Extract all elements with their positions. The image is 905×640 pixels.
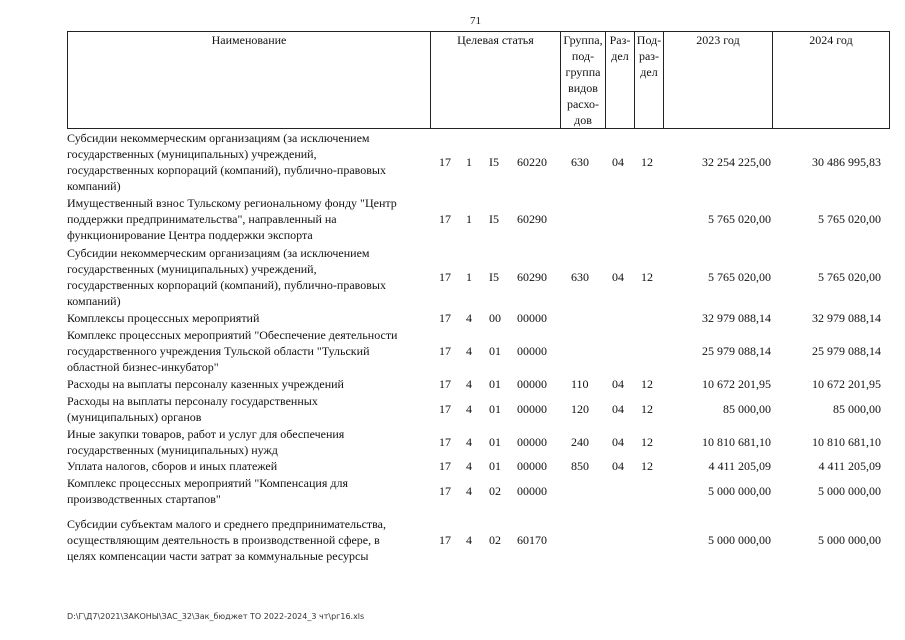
table-row bbox=[0, 327, 905, 375]
header-line: Раз- bbox=[609, 33, 631, 47]
code-program: 17 bbox=[439, 377, 451, 391]
expense-group: 630 bbox=[571, 155, 589, 169]
code-program: 17 bbox=[439, 155, 451, 169]
code-program: 17 bbox=[439, 344, 451, 358]
row-name-line: государственных (муниципальных) нужд bbox=[67, 443, 278, 457]
row-name bbox=[67, 376, 427, 392]
code-direction: 00000 bbox=[517, 484, 547, 498]
file-path-footer: D:\Г\Д7\2021\ЗАКОНЫ\ЗАС_32\Зак_бюджет ТО 2022-2024_3 чт\рг16.xls bbox=[67, 612, 365, 621]
section-code: 04 bbox=[612, 435, 624, 449]
header-group bbox=[561, 32, 605, 128]
row-name bbox=[67, 195, 427, 243]
code-element: 01 bbox=[489, 377, 501, 391]
amount-2024: 30 486 995,83 bbox=[812, 155, 881, 169]
code-direction: 60170 bbox=[517, 533, 547, 547]
amount-2024: 10 810 681,10 bbox=[812, 435, 881, 449]
amount-2024: 5 000 000,00 bbox=[818, 484, 881, 498]
row-name-line: областной бизнес-инкубатор" bbox=[67, 360, 219, 374]
header-line: расхо- bbox=[566, 97, 600, 111]
code-program: 17 bbox=[439, 435, 451, 449]
code-element: I5 bbox=[489, 270, 499, 284]
table-row bbox=[0, 393, 905, 425]
header-line: Группа, bbox=[563, 33, 603, 47]
code-element: 01 bbox=[489, 435, 501, 449]
amount-2024: 32 979 088,14 bbox=[812, 311, 881, 325]
row-name-line: государственных (муниципальных) учреждений, bbox=[67, 262, 317, 276]
header-line: дов bbox=[574, 113, 592, 127]
code-program: 17 bbox=[439, 533, 451, 547]
row-name bbox=[67, 393, 427, 425]
code-subprogram: 4 bbox=[466, 402, 472, 416]
amount-2023: 25 979 088,14 bbox=[702, 344, 771, 358]
row-name bbox=[67, 130, 427, 194]
amount-2023: 4 411 205,09 bbox=[708, 459, 771, 473]
row-name bbox=[67, 475, 427, 507]
row-name bbox=[67, 458, 427, 474]
amount-2024: 25 979 088,14 bbox=[812, 344, 881, 358]
section-code: 04 bbox=[612, 377, 624, 391]
code-program: 17 bbox=[439, 484, 451, 498]
code-program: 17 bbox=[439, 402, 451, 416]
amount-2023: 85 000,00 bbox=[723, 402, 771, 416]
expense-group: 630 bbox=[571, 270, 589, 284]
code-program: 17 bbox=[439, 270, 451, 284]
amount-2023: 5 000 000,00 bbox=[708, 533, 771, 547]
subsection-code: 12 bbox=[641, 155, 653, 169]
code-program: 17 bbox=[439, 459, 451, 473]
amount-2024: 4 411 205,09 bbox=[818, 459, 881, 473]
code-direction: 00000 bbox=[517, 402, 547, 416]
table-row bbox=[0, 130, 905, 194]
code-direction: 60290 bbox=[517, 270, 547, 284]
page-number: 71 bbox=[470, 15, 481, 27]
header-subsection bbox=[635, 32, 663, 128]
row-name-line: государственных корпораций (компаний), публично-правовых bbox=[67, 278, 386, 292]
row-name-line: Комплексы процессных мероприятий bbox=[67, 311, 260, 325]
amount-2023: 5 765 020,00 bbox=[708, 270, 771, 284]
amount-2023: 10 810 681,10 bbox=[702, 435, 771, 449]
subsection-code: 12 bbox=[641, 270, 653, 284]
section-code: 04 bbox=[612, 402, 624, 416]
header-name: Наименование bbox=[211, 33, 287, 47]
code-direction: 00000 bbox=[517, 311, 547, 325]
table-header bbox=[67, 31, 890, 129]
code-element: 01 bbox=[489, 402, 501, 416]
row-name bbox=[67, 516, 427, 564]
header-line: видов bbox=[568, 81, 598, 95]
row-name-line: Комплекс процессных мероприятий "Компенсация для bbox=[67, 476, 348, 490]
code-element: 02 bbox=[489, 484, 501, 498]
table-row bbox=[0, 475, 905, 507]
amount-2023: 10 672 201,95 bbox=[702, 377, 771, 391]
row-name-line: Субсидии субъектам малого и среднего предпринимательства, bbox=[67, 517, 386, 531]
code-element: I5 bbox=[489, 155, 499, 169]
header-line: Под- bbox=[636, 33, 662, 47]
code-direction: 00000 bbox=[517, 459, 547, 473]
code-subprogram: 4 bbox=[466, 459, 472, 473]
code-element: 01 bbox=[489, 459, 501, 473]
table-row bbox=[0, 516, 905, 564]
subsection-code: 12 bbox=[641, 459, 653, 473]
code-direction: 60220 bbox=[517, 155, 547, 169]
row-name-line: Субсидии некоммерческим организациям (за исключением bbox=[67, 131, 370, 145]
subsection-code: 12 bbox=[641, 377, 653, 391]
amount-2024: 5 765 020,00 bbox=[818, 270, 881, 284]
subsection-code: 12 bbox=[641, 402, 653, 416]
header-2024: 2024 год bbox=[809, 33, 853, 47]
row-name-line: функционирование Центра поддержки экспорта bbox=[67, 228, 313, 242]
section-code: 04 bbox=[612, 155, 624, 169]
amount-2024: 5 765 020,00 bbox=[818, 212, 881, 226]
row-name-line: компаний) bbox=[67, 179, 121, 193]
code-element: 01 bbox=[489, 344, 501, 358]
row-name-line: Расходы на выплаты персоналу казенных учреждений bbox=[67, 377, 344, 391]
subsection-code: 12 bbox=[641, 435, 653, 449]
row-name-line: (муниципальных) органов bbox=[67, 410, 202, 424]
header-line: под- bbox=[571, 49, 595, 63]
header-2023: 2023 год bbox=[696, 33, 740, 47]
code-direction: 00000 bbox=[517, 344, 547, 358]
code-subprogram: 1 bbox=[466, 270, 472, 284]
amount-2023: 32 254 225,00 bbox=[702, 155, 771, 169]
row-name bbox=[67, 310, 427, 326]
expense-group: 850 bbox=[571, 459, 589, 473]
code-element: 00 bbox=[489, 311, 501, 325]
amount-2024: 85 000,00 bbox=[833, 402, 881, 416]
table-row bbox=[0, 245, 905, 309]
row-name-line: государственного учреждения Тульской области "Тульский bbox=[67, 344, 370, 358]
table-row bbox=[0, 426, 905, 458]
row-name-line: производственных стартапов" bbox=[67, 492, 221, 506]
table-row bbox=[0, 310, 905, 326]
row-name-line: компаний) bbox=[67, 294, 121, 308]
row-name-line: государственных (муниципальных) учреждений, bbox=[67, 147, 317, 161]
amount-2023: 5 000 000,00 bbox=[708, 484, 771, 498]
code-subprogram: 1 bbox=[466, 212, 472, 226]
table-row bbox=[0, 195, 905, 243]
amount-2023: 32 979 088,14 bbox=[702, 311, 771, 325]
row-name-line: осуществляющим деятельность в производственной сфере, в bbox=[67, 533, 380, 547]
expense-group: 110 bbox=[571, 377, 589, 391]
code-subprogram: 4 bbox=[466, 533, 472, 547]
code-program: 17 bbox=[439, 311, 451, 325]
header-line: дел bbox=[640, 65, 658, 79]
row-name-line: поддержки предпринимательства", направленный на bbox=[67, 212, 337, 226]
code-element: I5 bbox=[489, 212, 499, 226]
header-line: группа bbox=[565, 65, 601, 79]
expense-group: 240 bbox=[571, 435, 589, 449]
header-section bbox=[606, 32, 634, 128]
header-line: раз- bbox=[638, 49, 660, 63]
row-name-line: Расходы на выплаты персоналу государственных bbox=[67, 394, 318, 408]
row-name-line: целях компенсации части затрат за коммунальные ресурсы bbox=[67, 549, 369, 563]
row-name bbox=[67, 426, 427, 458]
code-subprogram: 4 bbox=[466, 435, 472, 449]
table-row bbox=[0, 458, 905, 474]
amount-2023: 5 765 020,00 bbox=[708, 212, 771, 226]
row-name bbox=[67, 245, 427, 309]
row-name-line: Комплекс процессных мероприятий "Обеспечение деятельности bbox=[67, 328, 398, 342]
code-subprogram: 4 bbox=[466, 377, 472, 391]
code-subprogram: 4 bbox=[466, 344, 472, 358]
header-line: дел bbox=[611, 49, 629, 63]
code-direction: 00000 bbox=[517, 435, 547, 449]
code-subprogram: 1 bbox=[466, 155, 472, 169]
row-name bbox=[67, 327, 427, 375]
header-target: Целевая статья bbox=[457, 33, 534, 47]
code-direction: 60290 bbox=[517, 212, 547, 226]
code-program: 17 bbox=[439, 212, 451, 226]
row-name-line: Субсидии некоммерческим организациям (за исключением bbox=[67, 246, 370, 260]
row-name-line: Уплата налогов, сборов и иных платежей bbox=[67, 459, 278, 473]
code-subprogram: 4 bbox=[466, 484, 472, 498]
row-name-line: Иные закупки товаров, работ и услуг для обеспечения bbox=[67, 427, 345, 441]
expense-group: 120 bbox=[571, 402, 589, 416]
row-name-line: государственных корпораций (компаний), публично-правовых bbox=[67, 163, 386, 177]
amount-2024: 5 000 000,00 bbox=[818, 533, 881, 547]
row-name-line: Имущественный взнос Тульскому региональному фонду "Центр bbox=[67, 196, 397, 210]
code-subprogram: 4 bbox=[466, 311, 472, 325]
table-row bbox=[0, 376, 905, 392]
amount-2024: 10 672 201,95 bbox=[812, 377, 881, 391]
section-code: 04 bbox=[612, 459, 624, 473]
code-direction: 00000 bbox=[517, 377, 547, 391]
section-code: 04 bbox=[612, 270, 624, 284]
code-element: 02 bbox=[489, 533, 501, 547]
